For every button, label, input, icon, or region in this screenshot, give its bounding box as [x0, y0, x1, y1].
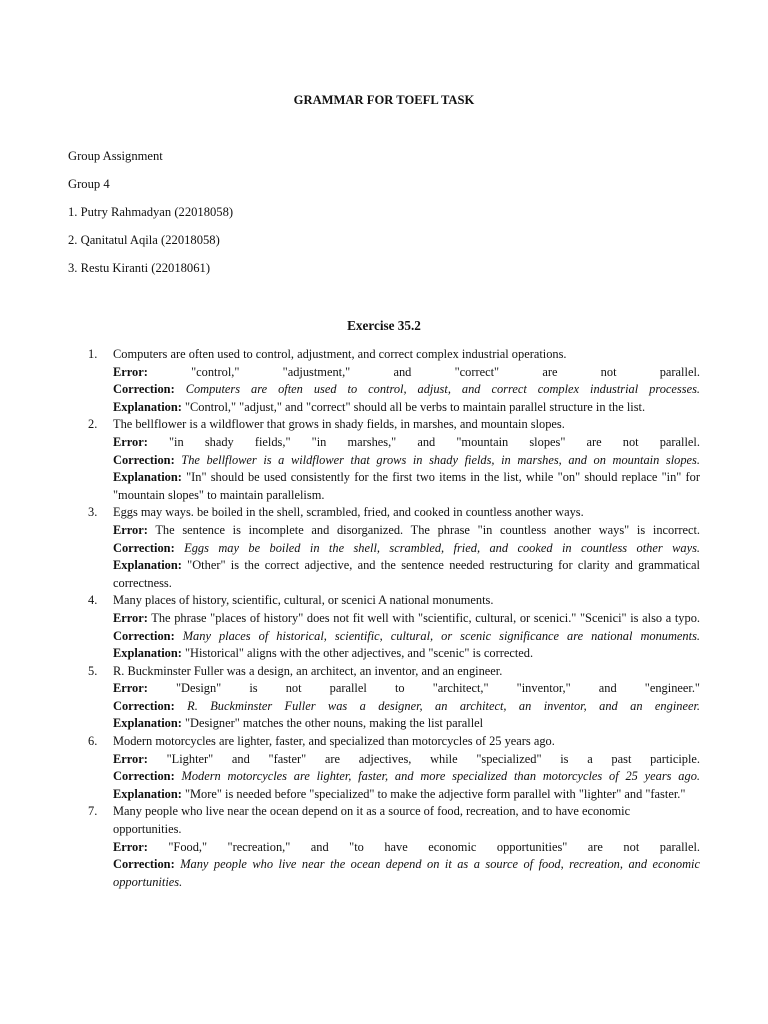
item-correction: Correction: The bellflower is a wildflower that grows in shady fields, in marshes, and on mountain slopes.: [113, 452, 700, 467]
list-item: [88, 663, 700, 733]
item-number: 2.: [88, 417, 98, 432]
explanation-label: Explanation:: [113, 399, 182, 414]
item-error: Error: "Design" is not parallel to "architect," "inventor," and "engineer.": [113, 681, 700, 696]
item-question: The bellflower is a wildflower that grows in shady fields, in marshes, and mountain slopes.: [113, 417, 565, 432]
correction-label: Correction:: [113, 382, 175, 397]
item-question: R. Buckminster Fuller was a design, an architect, an inventor, and an engineer.: [113, 663, 503, 678]
item-error: Error: The sentence is incomplete and disorganized. The phrase "in countless another ways" is incorrect.: [113, 522, 701, 537]
item-correction: Correction: Many places of historical, scientific, cultural, or scenic significance are national monuments.: [113, 628, 700, 643]
item-correction: Correction: Modern motorcycles are lighter, faster, and more specialized than motorcycles of 25 years ago.: [113, 769, 700, 784]
item-explanation: Explanation: "Control," "adjust," and "correct" should all be verbs to maintain parallel structure in the list.: [113, 399, 646, 414]
list-item: [88, 592, 700, 662]
item-correction: Correction: Eggs may be boiled in the shell, scrambled, fried, and cooked in countless other ways.: [113, 540, 700, 555]
item-number: 4.: [88, 593, 98, 608]
item-error: Error: The phrase "places of history" does not fit well with "scientific, cultural, or scenici." "Scenici" is also a typo.: [113, 610, 700, 625]
item-explanation: Explanation: "More" is needed before "specialized" to make the adjective form parallel with "lighter" and "faster.": [113, 786, 686, 801]
page-title: GRAMMAR FOR TOEFL TASK: [293, 93, 475, 107]
item-explanation: Explanation: "Historical" aligns with the other adjectives, and "scenic" is corrected.: [113, 646, 534, 661]
member-1: 1. Putry Rahmadyan (22018058): [68, 205, 234, 219]
item-error: Error: "Food," "recreation," and "to have economic opportunities" are not parallel.: [113, 839, 700, 854]
list-item: [88, 504, 700, 592]
item-error: Error: "in shady fields," "in marshes," and "mountain slopes" are not parallel.: [113, 434, 700, 449]
item-error: Error: "Lighter" and "faster" are adjectives, while "specialized" is a past participle.: [113, 751, 700, 766]
item-number: 3.: [88, 505, 98, 520]
item-explanation: Explanation: "Designer" matches the other nouns, making the list parallel: [113, 716, 484, 731]
list-item: [88, 416, 700, 504]
list-item: [88, 733, 700, 803]
exercise-title: Exercise 35.2: [347, 318, 421, 333]
item-number: 1.: [88, 347, 98, 361]
item-correction: Correction: R. Buckminster Fuller was a designer, an architect, an inventor, and an engineer.: [113, 698, 700, 713]
member-2: 2. Qanitatul Aqila (22018058): [68, 233, 220, 247]
list-item: [88, 346, 700, 416]
item-explanation: Explanation: "In" should be used consistently for the first two items in the list, while "on" should replace "in" for "mountain slopes" to maintain parallelism.: [113, 470, 700, 502]
item-error: Error: "control," "adjustment," and "correct" are not parallel.: [113, 364, 700, 379]
group-number: Group 4: [68, 177, 110, 191]
item-correction: Correction: Computers are often used to control, adjust, and correct complex industrial processes.: [113, 382, 700, 397]
item-number: 5.: [88, 663, 98, 678]
item-correction: Correction: Many people who live near the ocean depend on it as a source of food, recreation, and economic opportunities.: [113, 857, 700, 889]
member-3: 3. Restu Kiranti (22018061): [68, 261, 211, 275]
exercise-list: [88, 346, 700, 891]
list-item: [88, 803, 700, 891]
item-question: Computers are often used to control, adjustment, and correct complex industrial operations.: [113, 347, 567, 361]
item-number: 6.: [88, 734, 98, 749]
item-question: Modern motorcycles are lighter, faster, and specialized than motorcycles of 25 years ago.: [113, 734, 555, 749]
item-explanation: Explanation: "Other" is the correct adjective, and the sentence needed restructuring for clarity and grammatical correctness.: [113, 558, 700, 590]
item-question: Many people who live near the ocean depend on it as a source of food, recreation, and to have economic opportunities.: [113, 804, 631, 837]
error-label: Error:: [113, 364, 148, 379]
item-question: Eggs may ways. be boiled in the shell, scrambled, fried, and cooked in countless another ways.: [113, 505, 584, 520]
assignment-type: Group Assignment: [68, 149, 163, 163]
item-question: Many places of history, scientific, cultural, or scenici A national monuments.: [113, 593, 494, 608]
item-number: 7.: [88, 804, 98, 819]
